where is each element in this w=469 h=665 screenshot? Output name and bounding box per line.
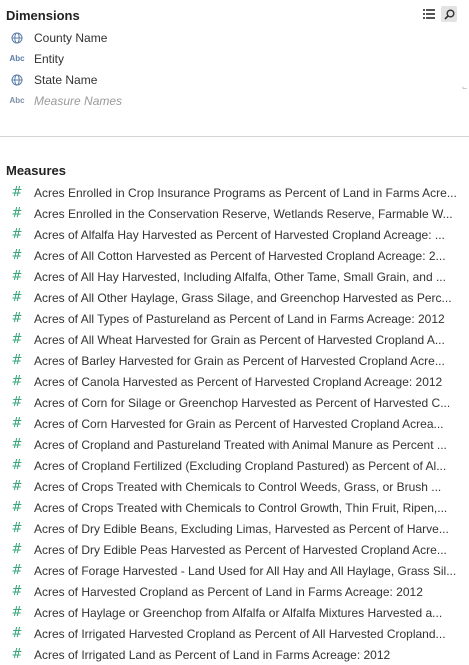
measure-item[interactable] <box>0 623 469 644</box>
measure-hash-icon: # <box>11 563 23 578</box>
search-icon[interactable] <box>441 6 457 22</box>
list-view-icon[interactable] <box>421 6 437 22</box>
dimension-item-measure-names[interactable] <box>0 90 469 111</box>
measure-hash-icon: # <box>11 416 23 431</box>
measure-label: Acres of Irrigated Land as Percent of Land in Farms Acreage: 2012 <box>34 647 391 662</box>
measure-hash-icon: # <box>11 353 23 368</box>
measure-label: Acres of All Cotton Harvested as Percent of Harvested Cropland Acreage: 2... <box>34 248 446 263</box>
measures-header <box>0 158 469 182</box>
measure-hash-icon: # <box>11 248 23 263</box>
measure-hash-icon: # <box>11 479 23 494</box>
measure-label: Acres of Alfalfa Hay Harvested as Percent of Harvested Cropland Acreage: ... <box>34 227 445 242</box>
measure-item[interactable] <box>0 266 469 287</box>
measure-hash-icon: # <box>11 458 23 473</box>
measure-item[interactable] <box>0 434 469 455</box>
measure-item[interactable] <box>0 455 469 476</box>
measure-hash-icon: # <box>11 647 23 662</box>
measure-hash-icon: # <box>11 374 23 389</box>
measure-hash-icon: # <box>11 437 23 452</box>
pane-toolbar <box>421 6 457 22</box>
measure-hash-icon: # <box>11 542 23 557</box>
measure-label: Acres of Cropland Fertilized (Excluding Cropland Pastured) as Percent of Al... <box>34 458 447 473</box>
abc-icon: Abc <box>9 54 25 63</box>
measure-item[interactable] <box>0 203 469 224</box>
measure-item[interactable] <box>0 392 469 413</box>
data-pane <box>0 3 469 662</box>
measure-item[interactable] <box>0 224 469 245</box>
measure-label: Acres of Haylage or Greenchop from Alfalfa or Alfalfa Mixtures Harvested a... <box>34 605 443 620</box>
measure-item[interactable] <box>0 329 469 350</box>
measure-hash-icon: # <box>11 185 23 200</box>
measure-hash-icon: # <box>11 227 23 242</box>
measure-item[interactable] <box>0 518 469 539</box>
measure-hash-icon: # <box>11 206 23 221</box>
dimension-label: State Name <box>34 72 98 87</box>
measure-label: Acres of All Hay Harvested, Including Alfalfa, Other Tame, Small Grain, and ... <box>34 269 446 284</box>
measure-hash-icon: # <box>11 584 23 599</box>
measure-label: Acres of Canola Harvested as Percent of Harvested Cropland Acreage: 2012 <box>34 374 443 389</box>
dimensions-list <box>0 27 469 148</box>
measure-label: Acres of All Other Haylage, Grass Silage, and Greenchop Harvested as Perc... <box>34 290 452 305</box>
measure-item[interactable] <box>0 308 469 329</box>
measure-item[interactable] <box>0 287 469 308</box>
measure-item[interactable] <box>0 560 469 581</box>
measure-label: Acres of Irrigated Harvested Cropland as Percent of All Harvested Cropland... <box>34 626 446 641</box>
measure-label: Acres Enrolled in Crop Insurance Programs as Percent of Land in Farms Acre... <box>34 185 457 200</box>
measure-label: Acres of Barley Harvested for Grain as Percent of Harvested Cropland Acre... <box>34 353 445 368</box>
measure-item[interactable] <box>0 602 469 623</box>
dimensions-header <box>0 3 469 27</box>
abc-icon: Abc <box>9 96 25 105</box>
dimension-label: County Name <box>34 30 108 45</box>
dimension-item-county-name[interactable] <box>0 27 469 48</box>
globe-icon <box>4 32 30 44</box>
measure-label: Acres of Corn Harvested for Grain as Percent of Harvested Cropland Acrea... <box>34 416 444 431</box>
measure-label: Acres of All Types of Pastureland as Percent of Land in Farms Acreage: 2012 <box>34 311 445 326</box>
measure-hash-icon: # <box>11 500 23 515</box>
dimension-label: Measure Names <box>34 93 123 108</box>
measure-item[interactable] <box>0 371 469 392</box>
dimension-item-state-name[interactable] <box>0 69 469 90</box>
measure-item[interactable] <box>0 182 469 203</box>
measure-item[interactable] <box>0 476 469 497</box>
measure-label: Acres of Dry Edible Beans, Excluding Limas, Harvested as Percent of Harve... <box>34 521 449 536</box>
measure-item[interactable] <box>0 497 469 518</box>
measure-item[interactable] <box>0 413 469 434</box>
measure-hash-icon: # <box>11 269 23 284</box>
measure-label: Acres of Harvested Cropland as Percent of Land in Farms Acreage: 2012 <box>34 584 423 599</box>
measure-hash-icon: # <box>11 311 23 326</box>
dimension-item-entity[interactable] <box>0 48 469 69</box>
measure-label: Acres of Crops Treated with Chemicals to Control Weeds, Grass, or Brush ... <box>34 479 442 494</box>
measure-label: Acres of Forage Harvested - Land Used for All Hay and All Haylage, Grass Sil... <box>34 563 457 578</box>
measure-hash-icon: # <box>11 395 23 410</box>
measure-label: Acres of Crops Treated with Chemicals to Control Growth, Thin Fruit, Ripen,... <box>34 500 448 515</box>
globe-icon <box>4 74 30 86</box>
measure-item[interactable] <box>0 245 469 266</box>
measure-item[interactable] <box>0 644 469 665</box>
measure-label: Acres of All Wheat Harvested for Grain as Percent of Harvested Cropland A... <box>34 332 445 347</box>
measure-hash-icon: # <box>11 626 23 641</box>
measure-label: Acres of Dry Edible Peas Harvested as Percent of Harvested Cropland Acre... <box>34 542 447 557</box>
measure-item[interactable] <box>0 581 469 602</box>
measure-label: Acres Enrolled in the Conservation Reserve, Wetlands Reserve, Farmable W... <box>34 206 453 221</box>
measure-item[interactable] <box>0 350 469 371</box>
measure-item[interactable] <box>0 539 469 560</box>
dimensions-title: Dimensions <box>6 7 80 23</box>
measure-hash-icon: # <box>11 332 23 347</box>
measure-hash-icon: # <box>11 521 23 536</box>
measures-list <box>0 182 469 665</box>
measures-title: Measures <box>6 162 66 178</box>
measure-hash-icon: # <box>11 605 23 620</box>
measure-label: Acres of Cropland and Pastureland Treated with Animal Manure as Percent ... <box>34 437 447 452</box>
dimension-label: Entity <box>34 51 65 66</box>
measure-hash-icon: # <box>11 290 23 305</box>
section-divider <box>0 136 469 137</box>
pane-edge-marker-icon: ⨽ <box>462 82 467 91</box>
measure-label: Acres of Corn for Silage or Greenchop Harvested as Percent of Harvested C... <box>34 395 451 410</box>
